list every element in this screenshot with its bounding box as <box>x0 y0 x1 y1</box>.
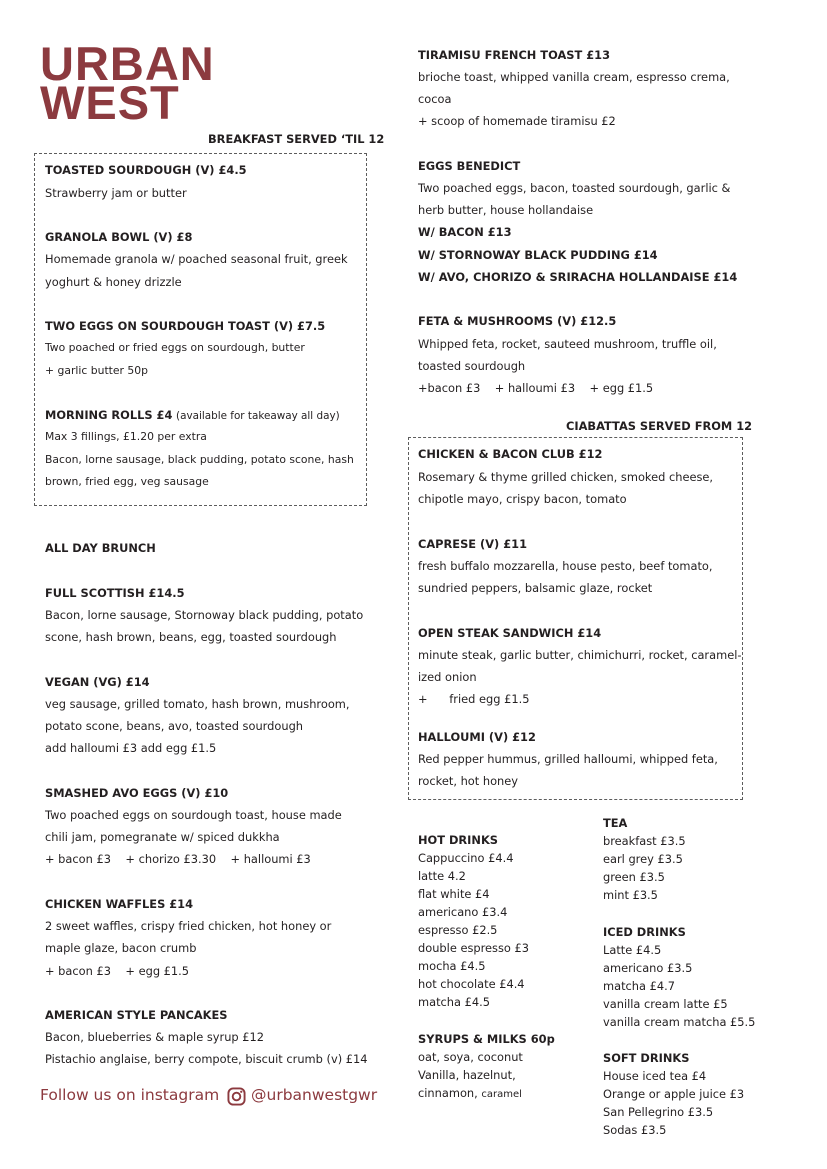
item-option: W/ STORNOWAY BLACK PUDDING £14 <box>418 248 658 262</box>
item-option: W/ BACON £13 <box>418 225 512 239</box>
item-title: TOASTED SOURDOUGH (V) £4.5 <box>45 163 247 177</box>
item-title: GRANOLA BOWL (V) £8 <box>45 230 193 244</box>
item-desc: 2 sweet waffles, crispy fried chicken, hot honey or <box>45 919 332 933</box>
item-desc: Red pepper hummus, grilled halloumi, whipped feta, <box>418 752 718 766</box>
drink-item: mint £3.5 <box>603 888 658 902</box>
item-desc: maple glaze, bacon crumb <box>45 941 197 955</box>
item-title: SMASHED AVO EGGS (V) £10 <box>45 786 229 800</box>
drink-item: Orange or apple juice £3 <box>603 1087 745 1101</box>
syrup-item-row <box>418 1084 555 1104</box>
item-title: CHICKEN & BACON CLUB £12 <box>418 447 603 461</box>
breakfast-tag: BREAKFAST SERVED ‘TIL 12 <box>208 132 385 146</box>
item-desc: Bacon, lorne sausage, black pudding, potato scone, hash <box>45 453 354 466</box>
item-desc: Two poached or fried eggs on sourdough, butter <box>45 341 305 354</box>
drink-item: earl grey £3.5 <box>603 852 683 866</box>
drink-item: vanilla cream latte £5 <box>603 997 728 1011</box>
drink-item: House iced tea £4 <box>603 1069 707 1083</box>
item-desc: yoghurt & honey drizzle <box>45 275 182 289</box>
soft-drinks-heading: SOFT DRINKS <box>603 1051 690 1065</box>
drink-item: vanilla cream matcha £5.5 <box>603 1015 756 1029</box>
brand-line-2: WEST <box>40 76 180 129</box>
drink-item: matcha £4.5 <box>418 995 490 1009</box>
drink-item: hot chocolate £4.4 <box>418 977 525 991</box>
item-desc: brown, fried egg, veg sausage <box>45 475 209 488</box>
item-desc: brioche toast, whipped vanilla cream, espresso crema, <box>418 70 730 84</box>
drink-item: green £3.5 <box>603 870 665 884</box>
item-title: CHICKEN WAFFLES £14 <box>45 897 194 911</box>
item-desc: + bacon £3 + egg £1.5 <box>45 964 190 978</box>
item-desc: herb butter, house hollandaise <box>418 203 594 217</box>
item-title: AMERICAN STYLE PANCAKES <box>45 1008 228 1022</box>
item-desc: minute steak, garlic butter, chimichurri, rocket, caramel- <box>418 648 742 662</box>
drink-item: Latte £4.5 <box>603 943 662 957</box>
item-desc: rocket, hot honey <box>418 774 519 788</box>
iced-drinks-heading: ICED DRINKS <box>603 925 686 939</box>
syrup-item: oat, soya, coconut <box>418 1050 523 1064</box>
drink-item: americano £3.4 <box>418 905 508 919</box>
item-title: CAPRESE (V) £11 <box>418 537 527 551</box>
item-desc: sundried peppers, balsamic glaze, rocket <box>418 581 653 595</box>
drink-item: matcha £4.7 <box>603 979 675 993</box>
syrup-item-small: caramel <box>481 1089 522 1100</box>
drink-item: espresso £2.5 <box>418 923 498 937</box>
brand-logo <box>40 37 215 129</box>
item-desc: fresh buffalo mozzarella, house pesto, beef tomato, <box>418 559 713 573</box>
tea-heading: TEA <box>603 816 628 830</box>
item-desc: Two poached eggs, bacon, toasted sourdough, garlic & <box>418 181 731 195</box>
ciabattas-tag: CIABATTAS SERVED FROM 12 <box>566 419 753 433</box>
item-desc: + garlic butter 50p <box>45 364 149 377</box>
item-title: OPEN STEAK SANDWICH £14 <box>418 626 602 640</box>
item-title: FETA & MUSHROOMS (V) £12.5 <box>418 314 617 328</box>
syrup-item: cinnamon, <box>418 1086 478 1100</box>
item-desc: + bacon £3 + chorizo £3.30 + halloumi £3 <box>45 852 311 866</box>
item-desc: Homemade granola w/ poached seasonal fruit, greek <box>45 252 348 266</box>
item-desc: potato scone, beans, avo, toasted sourdough <box>45 719 304 733</box>
item-desc: cocoa <box>418 92 452 106</box>
item-desc: + scoop of homemade tiramisu £2 <box>418 114 616 128</box>
syrup-item: Vanilla, hazelnut, <box>418 1068 516 1082</box>
drink-item: flat white £4 <box>418 887 490 901</box>
drink-item: latte 4.2 <box>418 869 466 883</box>
instagram-follow-text: Follow us on instagram <box>40 1086 220 1104</box>
drink-item: mocha £4.5 <box>418 959 486 973</box>
drink-item: San Pellegrino £3.5 <box>603 1105 714 1119</box>
item-desc: Bacon, lorne sausage, Stornoway black pudding, potato <box>45 608 364 622</box>
hot-drinks-heading: HOT DRINKS <box>418 833 498 847</box>
item-desc: chili jam, pomegranate w/ spiced dukkha <box>45 830 280 844</box>
item-desc: Max 3 fillings, £1.20 per extra <box>45 430 207 443</box>
item-title: FULL SCOTTISH £14.5 <box>45 586 185 600</box>
item-title: HALLOUMI (V) £12 <box>418 730 536 744</box>
item-desc: Rosemary & thyme grilled chicken, smoked cheese, <box>418 470 714 484</box>
drink-item: americano £3.5 <box>603 961 693 975</box>
syrups-milks <box>418 1030 555 1104</box>
syrups-heading: SYRUPS & MILKS 60p <box>418 1032 555 1046</box>
item-title: MORNING ROLLS £4 <box>45 408 173 422</box>
soft-drinks <box>603 1049 744 1139</box>
item-title: VEGAN (VG) £14 <box>45 675 150 689</box>
item-desc: Two poached eggs on sourdough toast, house made <box>45 808 342 822</box>
item-title: TWO EGGS ON SOURDOUGH TOAST (V) £7.5 <box>45 319 326 333</box>
item-desc: toasted sourdough <box>418 359 526 373</box>
item-desc: Pistachio anglaise, berry compote, biscuit crumb (v) £14 <box>45 1052 368 1066</box>
drink-item: double espresso £3 <box>418 941 530 955</box>
drink-item: breakfast £3.5 <box>603 834 686 848</box>
drink-item: Cappuccino £4.4 <box>418 851 514 865</box>
item-title: TIRAMISU FRENCH TOAST £13 <box>418 48 610 62</box>
instagram-handle[interactable]: @urbanwestgwr <box>251 1086 378 1104</box>
item-desc: ized onion <box>418 670 477 684</box>
item-desc: scone, hash brown, beans, egg, toasted sourdough <box>45 630 337 644</box>
iced-drinks <box>603 923 755 1031</box>
item-desc: + fried egg £1.5 <box>418 692 530 706</box>
item-title-row <box>45 408 340 422</box>
item-option: W/ AVO, CHORIZO & SRIRACHA HOLLANDAISE £14 <box>418 270 738 284</box>
item-desc: chipotle mayo, crispy bacon, tomato <box>418 492 627 506</box>
item-desc: Bacon, blueberries & maple syrup £12 <box>45 1030 265 1044</box>
item-desc: veg sausage, grilled tomato, hash brown, mushroom, <box>45 697 350 711</box>
hot-drinks <box>418 831 529 1011</box>
item-desc: add halloumi £3 add egg £1.5 <box>45 741 217 755</box>
tea <box>603 814 686 904</box>
item-desc: Whipped feta, rocket, sauteed mushroom, truffle oil, <box>418 337 717 351</box>
brand-line-1: URBAN <box>40 37 215 90</box>
item-desc: Strawberry jam or butter <box>45 186 187 200</box>
item-desc: +bacon £3 + halloumi £3 + egg £1.5 <box>418 381 654 395</box>
item-note: (available for takeaway all day) <box>176 410 340 422</box>
brunch-heading: ALL DAY BRUNCH <box>45 541 156 555</box>
instagram-icon[interactable] <box>227 1087 246 1106</box>
drink-item: Sodas £3.5 <box>603 1123 667 1137</box>
item-title: EGGS BENEDICT <box>418 159 521 173</box>
